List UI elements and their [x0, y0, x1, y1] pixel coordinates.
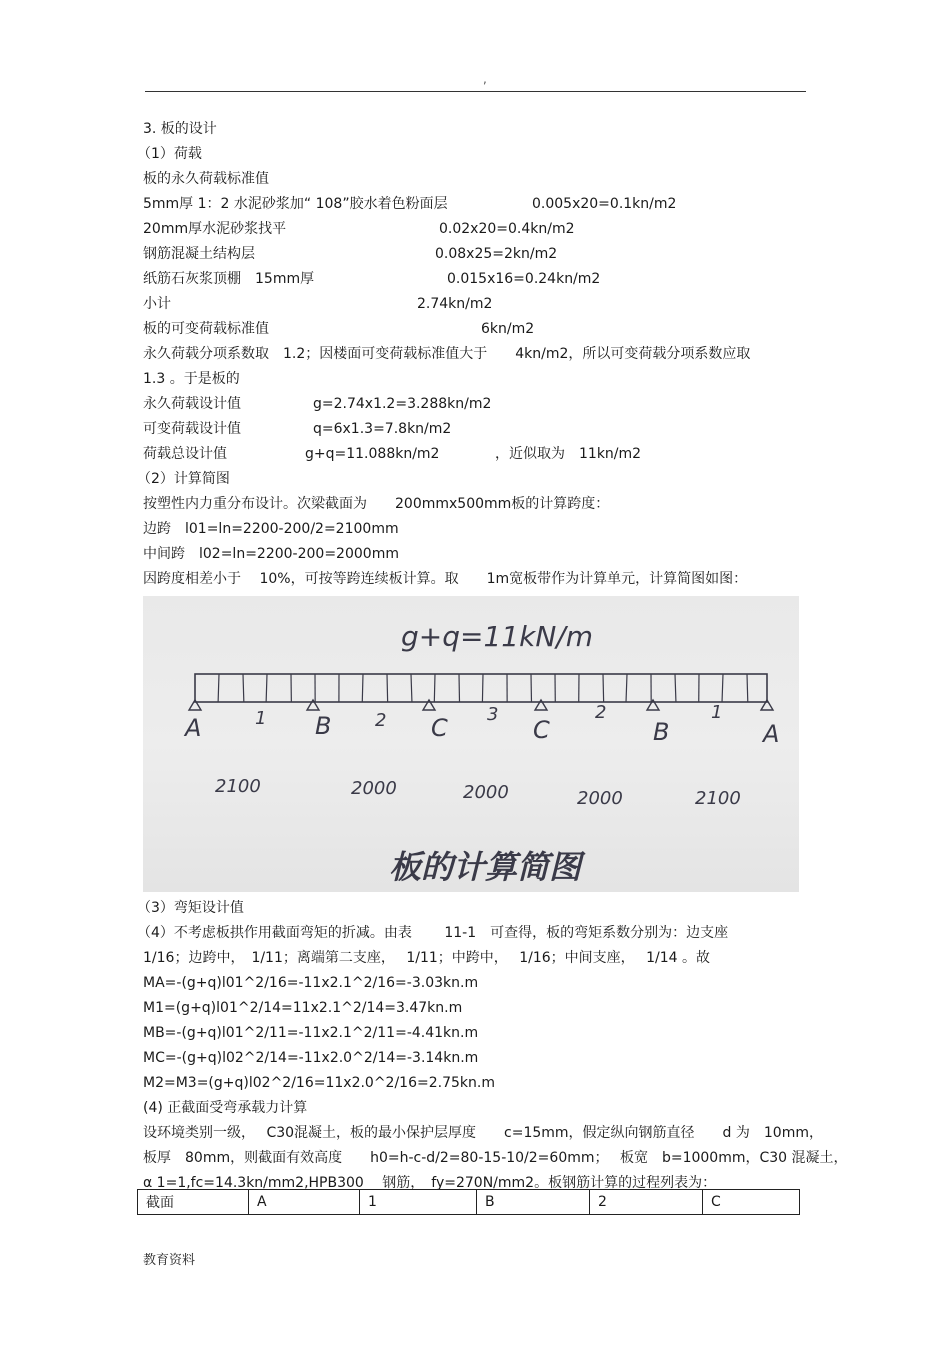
formula: MC=-(g+q)l02^2/14=-11x2.0^2/14=-3.14kn.m — [143, 1050, 479, 1066]
span-label: 2 — [375, 710, 387, 731]
text: 板的永久荷载标准值 — [143, 171, 269, 187]
value: 6kn/m2 — [481, 321, 535, 337]
text-line — [143, 1146, 848, 1171]
diagram-caption: 板的计算简图 — [389, 848, 582, 886]
text: （4）不考虑板拱作用截面弯矩的折减。由表 11-1 可查得，板的弯矩系数分别为：边支座 — [137, 925, 729, 941]
text: 1/16；边跨中， 1/11；离端第二支座， 1/11；中跨中， 1/16；中间支座， 1/14 。故 — [143, 950, 710, 966]
support-label: B — [653, 718, 670, 746]
formula: M1=(g+q)l01^2/14=11x2.1^2/14=3.47kn.m — [143, 1000, 463, 1016]
table-row — [138, 1190, 800, 1215]
hatch-line — [626, 674, 627, 702]
span-label: 1 — [255, 708, 267, 729]
support-label: C — [431, 714, 448, 742]
subheading-moment: （3）弯矩设计值 — [137, 900, 244, 916]
text: 永久荷载设计值 — [143, 396, 241, 412]
text-line — [137, 921, 813, 946]
hatch-line — [482, 674, 483, 702]
span-lengths — [215, 776, 741, 809]
calculation-table — [137, 1189, 800, 1215]
text-line — [137, 467, 813, 492]
calculation-diagram-photo — [143, 596, 799, 892]
value: 0.005x20=0.1kn/m2 — [532, 196, 677, 212]
text-line — [143, 217, 813, 242]
text-line — [143, 1046, 813, 1071]
load-label: g+q=11kN/m — [401, 620, 593, 653]
subheading-diagram: （2）计算简图 — [137, 471, 230, 487]
value: g+q=11.088kn/m2 — [305, 446, 440, 462]
support-label: A — [763, 720, 780, 748]
value: 0.015x16=0.24kn/m2 — [447, 271, 601, 287]
table-cell: A — [249, 1190, 360, 1215]
value: q=6x1.3=7.8kn/m2 — [313, 421, 452, 437]
value: 0.02x20=0.4kn/m2 — [439, 221, 575, 237]
text-line — [137, 896, 813, 921]
text: 小计 — [143, 296, 171, 312]
text-line — [143, 367, 813, 392]
table-cell: 截面 — [138, 1190, 249, 1215]
text-line — [143, 317, 813, 342]
footer-text: 教育资料 — [143, 1253, 196, 1268]
text-line — [143, 267, 813, 292]
hatch-line — [266, 674, 267, 702]
span-length: 2100 — [695, 788, 741, 809]
table-cell: 1 — [360, 1190, 477, 1215]
hatch-line — [675, 674, 676, 702]
text-line — [143, 342, 813, 367]
header-rule — [145, 91, 806, 92]
text: 中间跨 l02=ln=2200-200=2000mm — [143, 546, 399, 562]
text-line — [143, 517, 813, 542]
span-length: 2000 — [577, 788, 623, 809]
formula: M2=M3=(g+q)l02^2/16=11x2.0^2/16=2.75kn.m — [143, 1075, 495, 1091]
subheading-capacity: (4) 正截面受弯承载力计算 — [143, 1100, 308, 1116]
text-line — [143, 971, 813, 996]
hatch-line — [434, 674, 435, 702]
text-line — [143, 167, 813, 192]
text: α 1=1,fc=14.3kn/mm2,HPB300 钢筋， fy=270N/mm2。板钢筋计算的过程列表为： — [143, 1175, 717, 1191]
span-label: 2 — [595, 702, 607, 723]
support-label: C — [533, 716, 550, 744]
subheading-load: （1）荷载 — [137, 146, 202, 162]
text: 板厚 80mm，则截面有效高度 h0=h-c-d/2=80-15-10/2=60mm； 板宽 b=1000mm，C30 混凝土， — [143, 1150, 848, 1166]
document-body — [137, 117, 848, 1196]
text: 设环境类别一级， C30混凝土，板的最小保护层厚度 c=15mm，假定纵向钢筋直径 d 为 10mm， — [143, 1125, 823, 1141]
value: ，近似取为 11kn/m2 — [495, 446, 642, 462]
span-length: 2000 — [463, 782, 509, 803]
span-label: 1 — [711, 702, 723, 723]
text: 纸筋石灰浆顶棚 15mm厚 — [143, 271, 315, 287]
text-line — [137, 142, 813, 167]
text: 板的可变荷载标准值 — [143, 321, 269, 337]
text-line — [143, 946, 813, 971]
text-line — [143, 417, 813, 442]
text-line — [143, 242, 813, 267]
text-line — [143, 192, 813, 217]
hatch-line — [362, 674, 363, 702]
text: 永久荷载分项系数取 1.2；因楼面可变荷载标准值大于 4kn/m2，所以可变荷载分项系数应取 — [143, 346, 751, 362]
header-mark: , — [483, 72, 487, 86]
span-label: 3 — [487, 704, 499, 725]
text-line — [143, 1096, 813, 1121]
text-line — [143, 996, 813, 1021]
formula: MA=-(g+q)l01^2/16=-11x2.1^2/16=-3.03kn.m — [143, 975, 479, 991]
hatch-line — [411, 674, 412, 702]
support-label: A — [185, 714, 202, 742]
heading-board-design: 3. 板的设计 — [143, 121, 217, 137]
formula: MB=-(g+q)l01^2/11=-11x2.1^2/11=-4.41kn.m — [143, 1025, 479, 1041]
support-label: B — [315, 712, 332, 740]
text-line — [143, 442, 813, 467]
text: 20mm厚水泥砂浆找平 — [143, 221, 287, 237]
support-labels — [183, 712, 779, 748]
span-length: 2000 — [351, 778, 397, 799]
text-line — [143, 492, 813, 517]
text-line — [143, 1121, 823, 1146]
span-length: 2100 — [215, 776, 261, 797]
hatch-line — [387, 674, 388, 702]
text-line — [143, 567, 813, 592]
table-cell: B — [477, 1190, 590, 1215]
text: 钢筋混凝土结构层 — [143, 246, 255, 262]
hatch-line — [603, 674, 604, 702]
text: 边跨 l01=ln=2200-200/2=2100mm — [143, 521, 399, 537]
hatch-line — [243, 674, 244, 702]
hatch-line — [218, 674, 219, 702]
table-cell: 2 — [590, 1190, 703, 1215]
text: 荷载总设计值 — [143, 446, 227, 462]
calculation-diagram — [143, 596, 799, 892]
text: 5mm厚 1：2 水泥砂浆加“ 108”胶水着色粉面层 — [143, 196, 448, 212]
text-line — [143, 1071, 813, 1096]
load-hatch — [218, 674, 748, 702]
value: 2.74kn/m2 — [417, 296, 493, 312]
text-line — [143, 117, 813, 142]
text-line — [143, 292, 813, 317]
beam-outline — [195, 674, 767, 702]
text-line — [143, 1021, 813, 1046]
text: 1.3 。于是板的 — [143, 371, 240, 387]
text: 因跨度相差小于 10%，可按等跨连续板计算。取 1m宽板带作为计算单元，计算简图如图： — [143, 571, 748, 587]
text-line — [143, 392, 813, 417]
value: 0.08x25=2kn/m2 — [435, 246, 558, 262]
hatch-line — [722, 674, 723, 702]
table-cell: C — [703, 1190, 800, 1215]
text: 按塑性内力重分布设计。次梁截面为 200mmx500mm板的计算跨度： — [143, 496, 610, 512]
value: g=2.74x1.2=3.288kn/m2 — [313, 396, 492, 412]
text-line — [143, 542, 813, 567]
hatch-line — [747, 674, 748, 702]
beam — [195, 674, 767, 702]
text: 可变荷载设计值 — [143, 421, 241, 437]
